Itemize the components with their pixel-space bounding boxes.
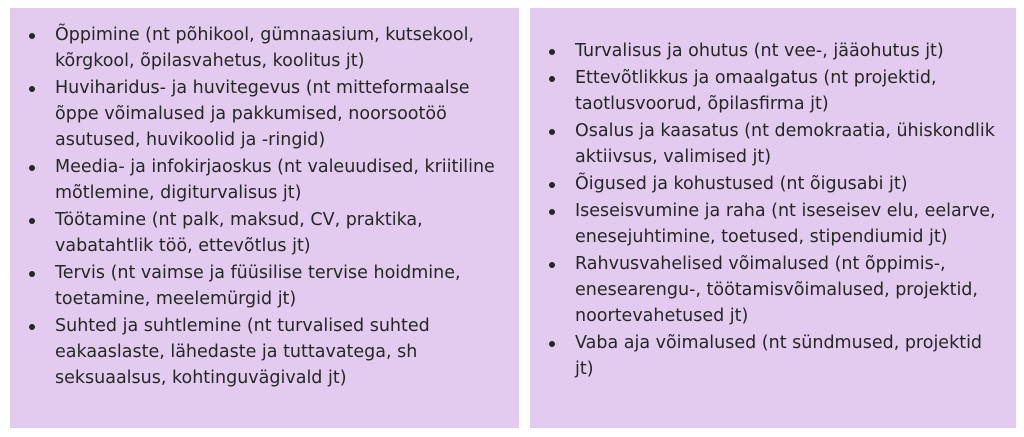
list-item xyxy=(10,260,519,312)
left-topics-list xyxy=(10,22,519,391)
list-item-text: Vaba aja võimalused (nt sündmused, projektid jt) xyxy=(575,333,983,379)
list-item xyxy=(10,75,519,153)
bullet-icon xyxy=(29,218,35,224)
list-item-text: Rahvusvahelised võimalused (nt õppimis-, enesearengu-, töötamisvõimalused, projektid, noortevahetused jt) xyxy=(575,254,978,326)
bullet-icon xyxy=(549,209,555,215)
bullet-icon xyxy=(29,86,35,92)
bullet-icon xyxy=(549,341,555,347)
list-item-text: Iseseisvumine ja raha (nt iseseisev elu, eelarve, enesejuhtimine, toetused, stipendiumid jt) xyxy=(575,201,996,247)
bullet-icon xyxy=(549,76,555,82)
bullet-icon xyxy=(549,262,555,268)
list-item xyxy=(10,313,519,391)
bullet-icon xyxy=(549,49,555,55)
list-item-text: Õppimine (nt põhikool, gümnaasium, kutsekool, kõrgkool, õpilasvahetus, koolitus jt) xyxy=(55,25,475,71)
list-item xyxy=(10,207,519,259)
list-item-text: Ettevõtlikkus ja omaalgatus (nt projektid, taotlusvoorud, õpilasfirma jt) xyxy=(575,68,937,114)
list-item-text: Turvalisus ja ohutus (nt vee-, jääohutus jt) xyxy=(575,41,944,61)
bullet-icon xyxy=(29,271,35,277)
list-item-text: Meedia- ja infokirjaoskus (nt valeuudised, kriitiline mõtlemine, digiturvalisus jt) xyxy=(55,157,495,203)
list-item xyxy=(530,65,1016,117)
list-item-text: Suhted ja suhtlemine (nt turvalised suhted eakaaslaste, lähedaste ja tuttavatega, sh seksuaalsus, kohtinguvägivald jt) xyxy=(55,316,430,388)
bullet-icon xyxy=(29,324,35,330)
left-topics-panel xyxy=(10,8,519,428)
right-topics-panel xyxy=(530,8,1016,428)
list-item xyxy=(530,171,1016,197)
list-item xyxy=(530,251,1016,329)
bullet-icon xyxy=(549,129,555,135)
list-item-text: Töötamine (nt palk, maksud, CV, praktika, vabatahtlik töö, ettevõtlus jt) xyxy=(55,210,423,256)
right-topics-list xyxy=(530,38,1016,382)
list-item xyxy=(530,330,1016,382)
list-item-text: Tervis (nt vaimse ja füüsilise tervise hoidmine, toetamine, meelemürgid jt) xyxy=(55,263,461,309)
list-item xyxy=(10,154,519,206)
list-item xyxy=(530,198,1016,250)
list-item xyxy=(530,38,1016,64)
bullet-icon xyxy=(29,33,35,39)
list-item-text: Huviharidus- ja huvitegevus (nt mitteformaalse õppe võimalused ja pakkumised, noorsootöö asutused, huvikoolid ja -ringid) xyxy=(55,78,470,150)
list-item xyxy=(530,118,1016,170)
bullet-icon xyxy=(29,165,35,171)
list-item xyxy=(10,22,519,74)
bullet-icon xyxy=(549,182,555,188)
list-item-text: Õigused ja kohustused (nt õigusabi jt) xyxy=(575,174,908,194)
list-item-text: Osalus ja kaasatus (nt demokraatia, ühiskondlik aktiivsus, valimised jt) xyxy=(575,121,995,167)
